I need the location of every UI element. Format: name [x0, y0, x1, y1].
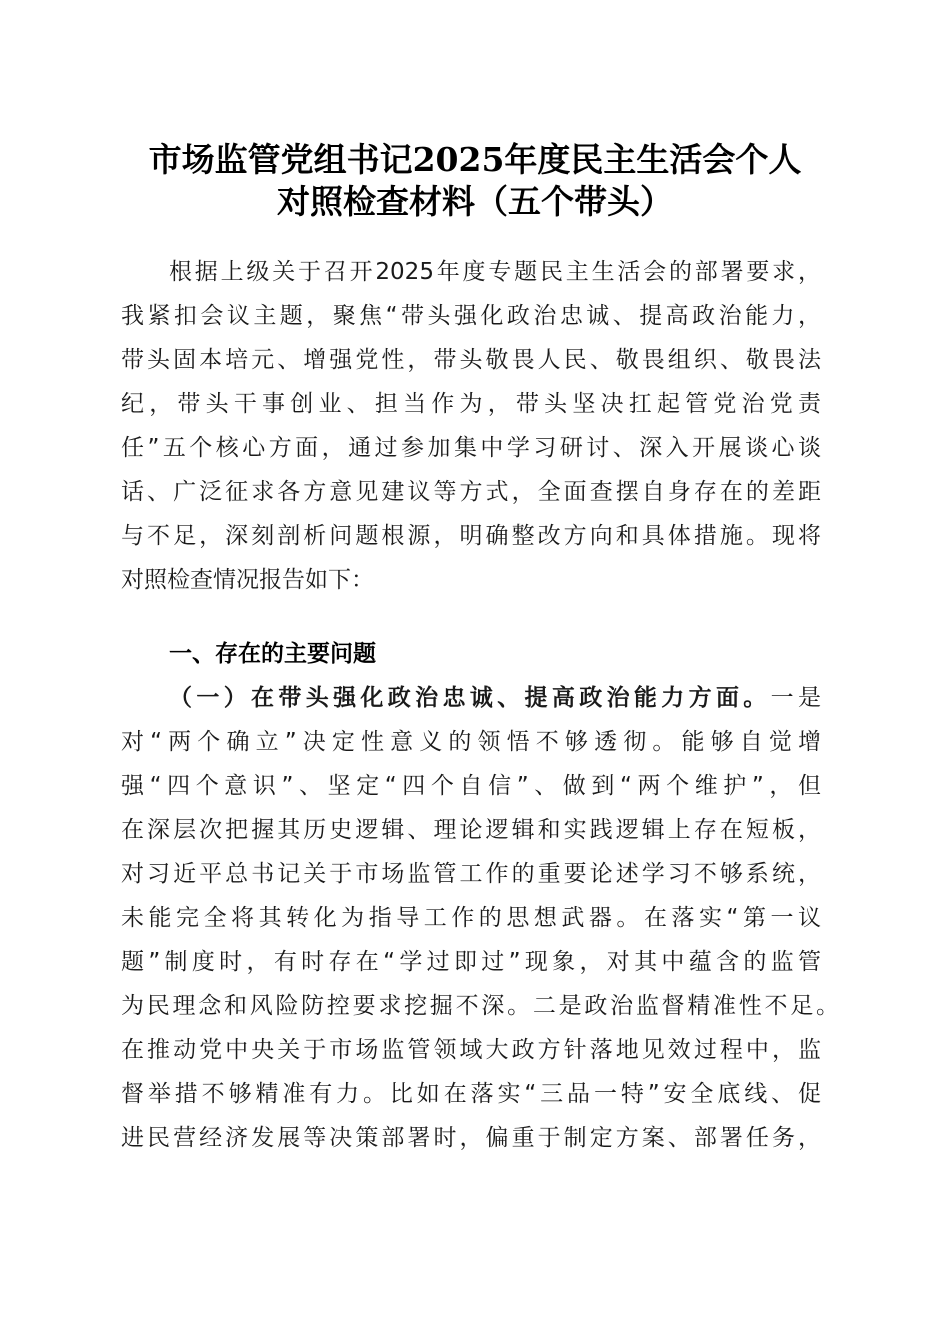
subsection-1-first-line — [169, 676, 821, 720]
subsection-1-first-line-rest: 一是 — [770, 685, 822, 711]
intro-paragraph-line: 纪，带头干事创业、担当作为，带头坚决扛起管党治党责 — [121, 391, 821, 417]
intro-paragraph-line: 根据上级关于召开2025年度专题民主生活会的部署要求， — [169, 259, 821, 285]
body-paragraph-line: 进民营经济发展等决策部署时，偏重于制定方案、部署任务， — [121, 1125, 821, 1151]
body-paragraph-line: 对“两个确立”决定性意义的领悟不够透彻。能够自觉增 — [121, 729, 821, 755]
document-title-line-2: 对照检查材料（五个带头） — [277, 182, 673, 221]
intro-paragraph-line: 话、广泛征求各方意见建议等方式，全面查摆自身存在的差距 — [121, 479, 821, 505]
intro-paragraph-line: 我紧扣会议主题，聚焦“带头强化政治忠诚、提高政治能力， — [121, 303, 821, 329]
intro-paragraph-line: 带头固本培元、增强党性，带头敬畏人民、敬畏组织、敬畏法 — [121, 347, 821, 373]
section-heading-problems: 一、存在的主要问题 — [169, 641, 376, 667]
document-title-line-1: 市场监管党组书记2025年度民主生活会个人 — [148, 140, 802, 179]
subsection-1-heading: （一）在带头强化政治忠诚、提高政治能力方面。 — [169, 685, 771, 711]
body-paragraph-line: 强“四个意识”、坚定“四个自信”、做到“两个维护”，但 — [121, 773, 821, 799]
body-paragraph-line: 为民理念和风险防控要求挖掘不深。二是政治监督精准性不足。 — [121, 993, 839, 1019]
body-paragraph-line: 未能完全将其转化为指导工作的思想武器。在落实“第一议 — [121, 905, 821, 931]
body-paragraph-line: 对习近平总书记关于市场监管工作的重要论述学习不够系统， — [121, 861, 821, 887]
intro-paragraph-line: 对照检查情况报告如下： — [121, 567, 374, 593]
intro-paragraph-line: 任”五个核心方面，通过参加集中学习研讨、深入开展谈心谈 — [121, 435, 821, 461]
intro-paragraph-line: 与不足，深刻剖析问题根源，明确整改方向和具体措施。现将 — [121, 523, 821, 549]
body-paragraph-line: 督举措不够精准有力。比如在落实“三品一特”安全底线、促 — [121, 1081, 821, 1107]
body-paragraph-line: 在深层次把握其历史逻辑、理论逻辑和实践逻辑上存在短板， — [121, 817, 821, 843]
body-paragraph-line: 题”制度时，有时存在“学过即过”现象，对其中蕴含的监管 — [121, 949, 821, 975]
body-paragraph-line: 在推动党中央关于市场监管领域大政方针落地见效过程中，监 — [121, 1037, 821, 1063]
